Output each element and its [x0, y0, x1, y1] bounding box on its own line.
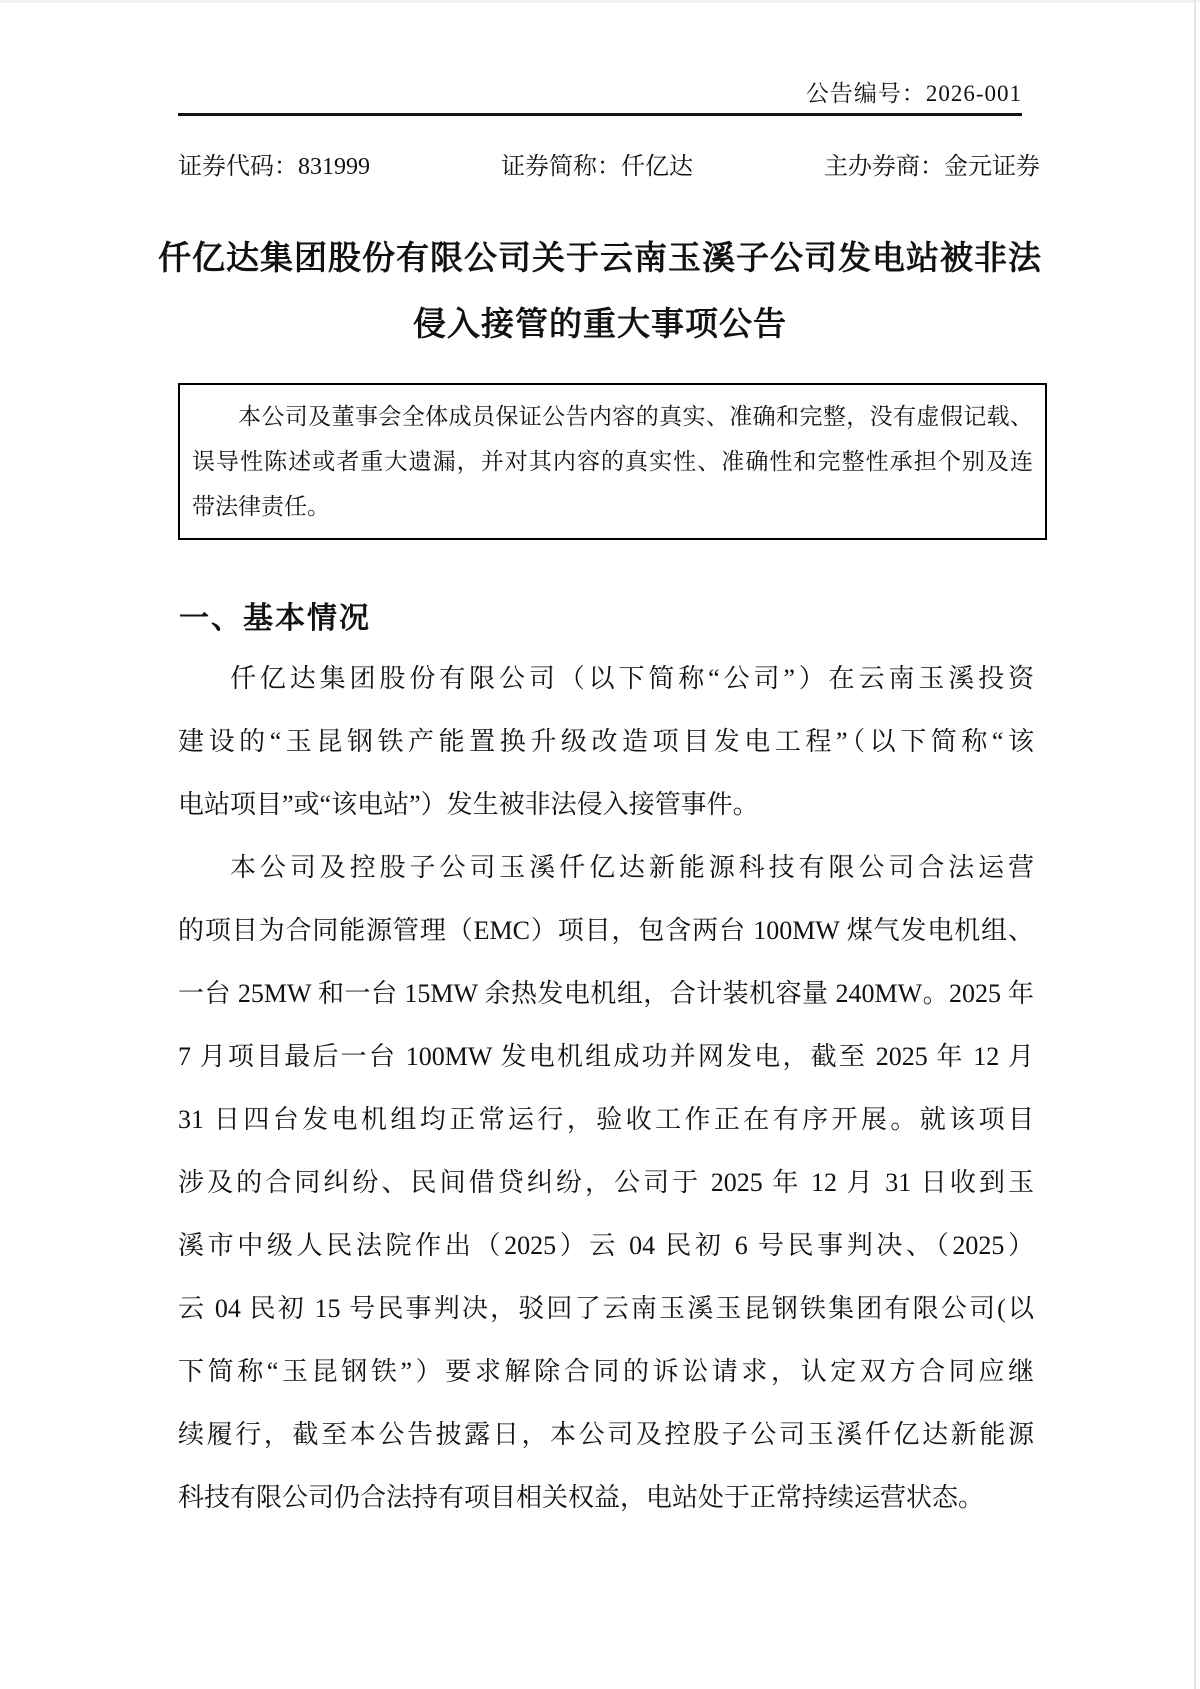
body-line: 建设的“玉昆钢铁产能置换升级改造项目发电工程”（以下简称“该: [178, 727, 1034, 756]
scan-edge-top: [0, 0, 1200, 3]
sponsor-broker: 主办券商：金元证券: [824, 154, 1040, 180]
disclaimer-line: 误导性陈述或者重大遗漏，并对其内容的真实性、准确性和完整性承担个别及连: [192, 449, 1033, 474]
body-line: 7 月项目最后一台 100MW 发电机组成功并网发电，截至 2025 年 12 月: [178, 1042, 1034, 1071]
body-text: [178, 647, 1034, 1529]
section-heading-basic-situation: 一、基本情况: [179, 602, 371, 635]
disclaimer-line: 带法律责任。: [192, 494, 330, 519]
body-line: 电站项目”或“该电站”）发生被非法侵入接管事件。: [178, 790, 759, 819]
securities-info-row: [178, 150, 1040, 184]
body-line: 下简称“玉昆钢铁”）要求解除合同的诉讼请求，认定双方合同应继: [178, 1357, 1034, 1386]
body-line: 31 日四台发电机组均正常运行，验收工作正在有序开展。就该项目: [178, 1105, 1034, 1134]
body-line: 涉及的合同纠纷、民间借贷纠纷，公司于 2025 年 12 月 31 日收到玉: [178, 1168, 1034, 1197]
body-line: 仟亿达集团股份有限公司（以下简称“公司”）在云南玉溪投资: [230, 664, 1034, 693]
page-title: [60, 226, 1140, 358]
body-line: 续履行，截至本公告披露日，本公司及控股子公司玉溪仟亿达新能源: [178, 1420, 1034, 1449]
page-title-line-2: 侵入接管的重大事项公告: [413, 307, 787, 343]
body-line: 一台 25MW 和一台 15MW 余热发电机组，合计装机容量 240MW。2025 年: [178, 979, 1034, 1008]
disclaimer-line: 本公司及董事会全体成员保证公告内容的真实、准确和完整，没有虚假记载、: [238, 404, 1033, 429]
disclaimer-box: [178, 383, 1047, 540]
securities-short-name: 证券简称：仟亿达: [501, 154, 693, 180]
body-line: 的项目为合同能源管理（EMC）项目，包含两台 100MW 煤气发电机组、: [178, 916, 1034, 945]
scan-edge-right: [1194, 0, 1196, 1689]
header-rule: [178, 113, 1022, 116]
announcement-number: 公告编号：2026-001: [805, 81, 1022, 106]
body-line: 云 04 民初 15 号民事判决，驳回了云南玉溪玉昆钢铁集团有限公司(以: [178, 1294, 1034, 1323]
securities-code: 证券代码：831999: [178, 154, 370, 180]
page-title-line-1: 仟亿达集团股份有限公司关于云南玉溪子公司发电站被非法: [158, 241, 1042, 277]
body-line: 本公司及控股子公司玉溪仟亿达新能源科技有限公司合法运营: [230, 853, 1034, 882]
body-line: 溪市中级人民法院作出（2025）云 04 民初 6 号民事判决、（2025）: [178, 1231, 1034, 1260]
body-line: 科技有限公司仍合法持有项目相关权益，电站处于正常持续运营状态。: [178, 1483, 985, 1512]
